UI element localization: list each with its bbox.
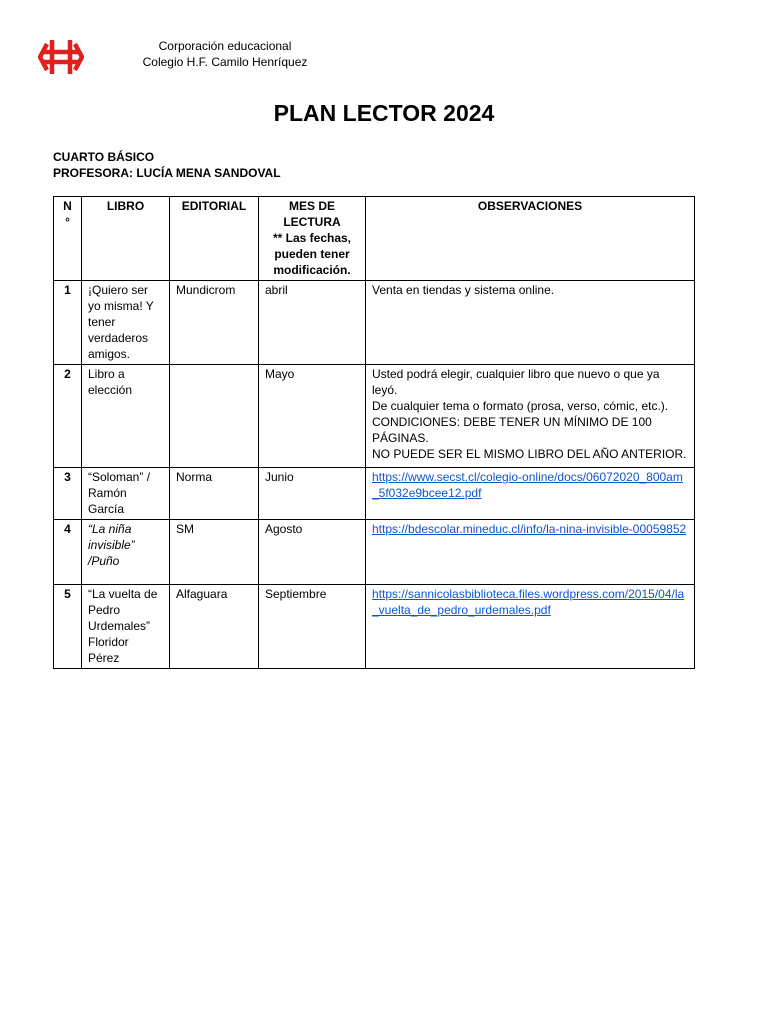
row-book: “La vuelta de Pedro Urdemales” Floridor Pérez xyxy=(82,585,170,669)
book-link[interactable]: https://www.secst.cl/colegio-online/docs/06072020_800am_5f032e9bcee12.pdf xyxy=(372,470,683,500)
table-row xyxy=(54,520,695,585)
header-month xyxy=(259,197,366,281)
page-title: PLAN LECTOR 2024 xyxy=(273,100,495,126)
row-publisher: SM xyxy=(170,520,259,585)
row-book: “Soloman” / Ramón García xyxy=(82,468,170,520)
row-month: Mayo xyxy=(259,365,366,468)
header-month-note: ** Las fechas, pueden tener modificación. xyxy=(272,231,352,277)
teacher-label: PROFESORA: LUCÍA MENA SANDOVAL xyxy=(53,166,281,180)
table-row xyxy=(54,585,695,669)
header-book: LIBRO xyxy=(82,197,170,281)
course-info xyxy=(53,149,281,181)
reading-plan-table xyxy=(53,196,695,669)
row-publisher: Norma xyxy=(170,468,259,520)
row-book-author: /Puño xyxy=(88,554,120,568)
header-month-title: MES DE LECTURA xyxy=(283,199,341,229)
row-notes: Venta en tiendas y sistema online. xyxy=(366,281,695,365)
row-num: 3 xyxy=(54,468,82,520)
organization-header xyxy=(120,38,330,70)
row-notes xyxy=(366,520,695,585)
book-link[interactable]: https://sannicolasbiblioteca.files.wordpress.com/2015/04/la_vuelta_de_pedro_urdemales.pdf xyxy=(372,587,685,617)
row-month: Septiembre xyxy=(259,585,366,669)
school-logo-icon xyxy=(38,38,84,76)
row-num: 5 xyxy=(54,585,82,669)
row-publisher: Alfaguara xyxy=(170,585,259,669)
row-book: Libro a elección xyxy=(82,365,170,468)
row-month: Junio xyxy=(259,468,366,520)
row-publisher xyxy=(170,365,259,468)
book-link[interactable]: https://bdescolar.mineduc.cl/info/la-nina-invisible-00059852 xyxy=(372,522,687,536)
row-book xyxy=(82,520,170,585)
row-num: 1 xyxy=(54,281,82,365)
course-label: CUARTO BÁSICO xyxy=(53,150,155,164)
org-line-1: Corporación educacional xyxy=(158,39,292,53)
org-line-2: Colegio H.F. Camilo Henríquez xyxy=(142,55,308,69)
header-num: N ° xyxy=(54,197,82,281)
table-row xyxy=(54,468,695,520)
row-notes: Usted podrá elegir, cualquier libro que nuevo o que ya leyó. De cualquier tema o formato (prosa, verso, cómic, etc.). CONDICIONES: DEBE TENER UN MÍNIMO DE 100 PÁGINAS. NO PUEDE SER EL MISMO LIBRO DEL AÑO ANTERIOR. xyxy=(366,365,695,468)
row-publisher: Mundicrom xyxy=(170,281,259,365)
row-book: ¡Quiero ser yo misma! Y tener verdaderos amigos. xyxy=(82,281,170,365)
table-header-row xyxy=(54,197,695,281)
row-month: Agosto xyxy=(259,520,366,585)
row-num: 4 xyxy=(54,520,82,585)
row-notes xyxy=(366,585,695,669)
header-publisher: EDITORIAL xyxy=(170,197,259,281)
row-notes xyxy=(366,468,695,520)
header-notes: OBSERVACIONES xyxy=(366,197,695,281)
row-book-title: “La niña invisible” xyxy=(88,522,135,552)
row-month: abril xyxy=(259,281,366,365)
table-row xyxy=(54,365,695,468)
table-row xyxy=(54,281,695,365)
row-num: 2 xyxy=(54,365,82,468)
